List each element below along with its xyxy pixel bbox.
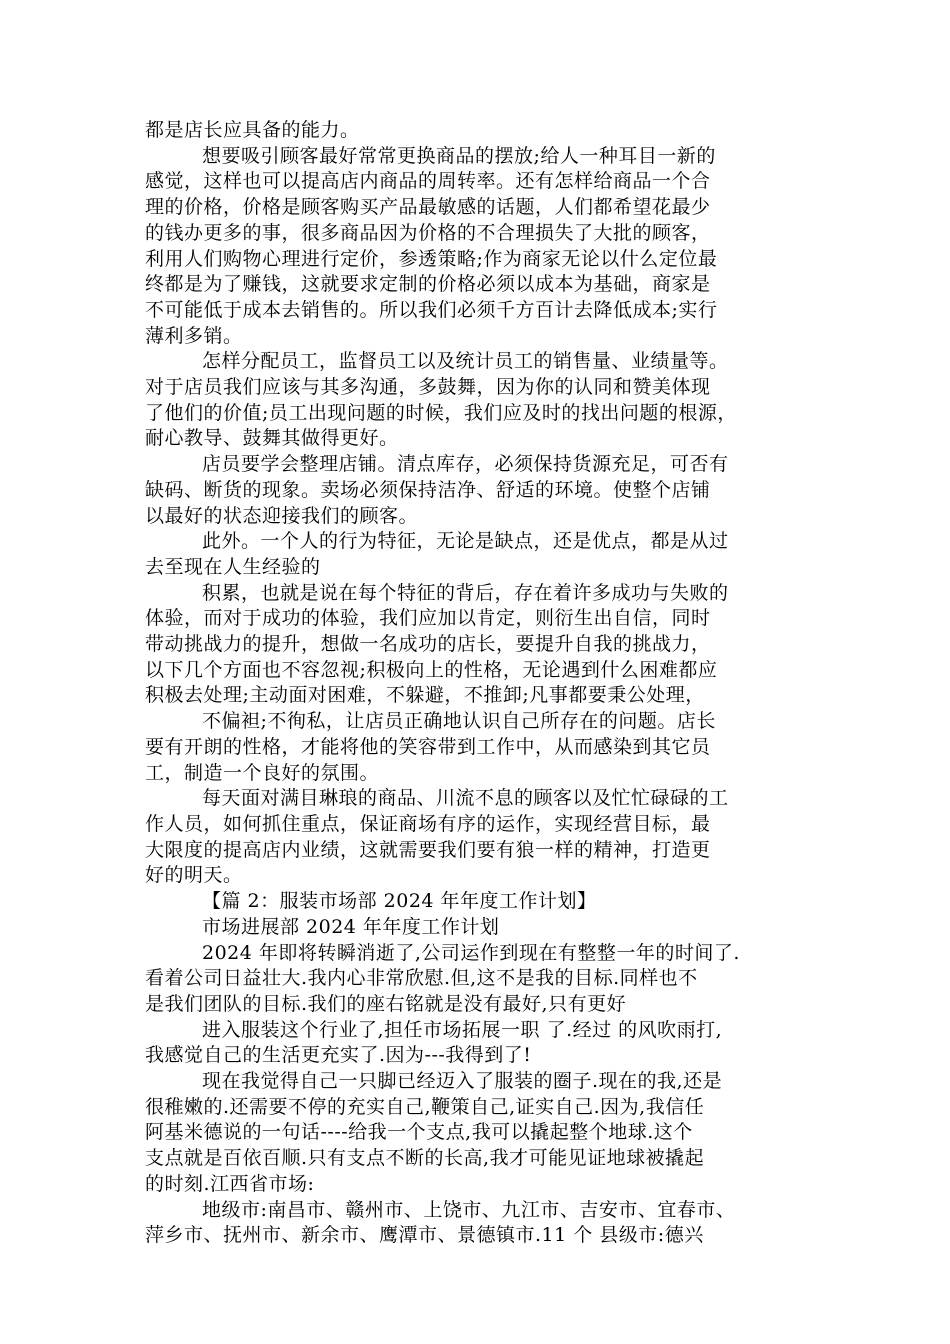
text-line: 现在我觉得自己一只脚已经迈入了服装的圈子.现在的我,还是	[202, 1070, 723, 1093]
text-line: 了他们的价值;员工出现问题的时候，我们应及时的找出问题的根源，	[145, 401, 737, 424]
text-line: 进入服装这个行业了,担任市场拓展一职 了.经过 的风吹雨打,	[202, 1018, 723, 1041]
text-line: 好的明天。	[145, 864, 243, 887]
text-line: 理的价格，价格是顾客购买产品最敏感的话题，人们都希望花最少	[145, 196, 711, 219]
text-line: 积累，也就是说在每个特征的背后，存在着许多成功与失败的	[202, 581, 729, 604]
text-line: 想要吸引顾客最好常常更换商品的摆放;给人一种耳目一新的	[202, 144, 716, 167]
text-line: 是我们团队的目标.我们的座右铭就是没有最好,只有更好	[145, 992, 627, 1015]
text-line: 缺码、断货的现象。卖场必须保持洁净、舒适的环境。使整个店铺	[145, 478, 711, 501]
text-line: 带动挑战力的提升，想做一名成功的店长，要提升自我的挑战力，	[145, 633, 711, 656]
text-line: 去至现在人生经验的	[145, 555, 321, 578]
text-line: 体验，而对于成功的体验，我们应加以肯定，则衍生出自信，同时	[145, 607, 711, 630]
text-line: 每天面对满目琳琅的商品、川流不息的顾客以及忙忙碌碌的工	[202, 787, 729, 810]
text-line: 以下几个方面也不容忽视;积极向上的性格，无论遇到什么困难都应	[145, 658, 718, 681]
text-line: 很稚嫩的.还需要不停的充实自己,鞭策自己,证实自己.因为,我信任	[145, 1095, 705, 1118]
text-line: 不偏袒;不徇私，让店员正确地认识自己所存在的问题。店长	[202, 710, 716, 733]
text-line: 不可能低于成本去销售的。所以我们必须千方百计去降低成本;实行	[145, 298, 718, 321]
text-line: 地级市:南昌市、赣州市、上饶市、九江市、吉安市、宜春市、	[202, 1198, 736, 1221]
text-line: 作人员，如何抓住重点，保证商场有序的运作，实现经营目标，最	[145, 812, 711, 835]
text-line: 萍乡市、抚州市、新余市、鹰潭市、景德镇市.11 个 县级市:德兴	[145, 1224, 704, 1247]
text-line: 市场进展部 2024 年年度工作计划	[202, 915, 500, 938]
text-line: 怎样分配员工，监督员工以及统计员工的销售量、业绩量等。	[202, 350, 729, 373]
text-line: 店员要学会整理店铺。清点库存，必须保持货源充足，可否有	[202, 453, 729, 476]
text-line: 2024 年即将转瞬消逝了,公司运作到现在有整整一年的时间了.	[202, 941, 740, 964]
text-line: 都是店长应具备的能力。	[145, 119, 360, 141]
document-body	[145, 118, 815, 1249]
text-line: 感觉，这样也可以提高店内商品的周转率。还有怎样给商品一个合	[145, 170, 711, 193]
text-line: 耐心教导、鼓舞其做得更好。	[145, 427, 399, 450]
text-line: 的时刻.江西省市场:	[145, 1172, 315, 1195]
text-line: 要有开朗的性格，才能将他的笑容带到工作中，从而感染到其它员	[145, 735, 711, 758]
text-line: 看着公司日益壮大.我内心非常欣慰.但,这不是我的目标.同样也不	[145, 967, 698, 990]
text-line: 阿基米德说的一句话----给我一个支点,我可以撬起整个地球.这个	[145, 1121, 693, 1144]
text-line: 此外。一个人的行为特征，无论是缺点，还是优点，都是从过	[202, 530, 729, 553]
text-line: 的钱办更多的事，很多商品因为价格的不合理损失了大批的顾客，	[145, 221, 711, 244]
text-line: 对于店员我们应该与其多沟通，多鼓舞，因为你的认同和赞美体现	[145, 376, 711, 399]
text-line: 我感觉自己的生活更充实了.因为---我得到了!	[145, 1044, 532, 1067]
text-line: 积极去处理;主动面对困难，不躲避，不推卸;凡事都要秉公处理，	[145, 684, 705, 707]
text-line: 薄利多销。	[145, 324, 243, 347]
text-line: 支点就是百依百顺.只有支点不断的长高,我才可能见证地球被撬起	[145, 1147, 705, 1170]
text-line: 以最好的状态迎接我们的顾客。	[145, 504, 419, 527]
text-line: 【篇 2：服装市场部 2024 年年度工作计划】	[202, 890, 597, 913]
text-line: 利用人们购物心理进行定价，参透策略;作为商家无论以什么定位最	[145, 247, 718, 270]
text-line: 工，制造一个良好的氛围。	[145, 761, 380, 784]
text-line: 终都是为了赚钱，这就要求定制的价格必须以成本为基础，商家是	[145, 273, 711, 296]
text-line: 大限度的提高店内业绩，这就需要我们要有狼一样的精神，打造更	[145, 838, 711, 861]
